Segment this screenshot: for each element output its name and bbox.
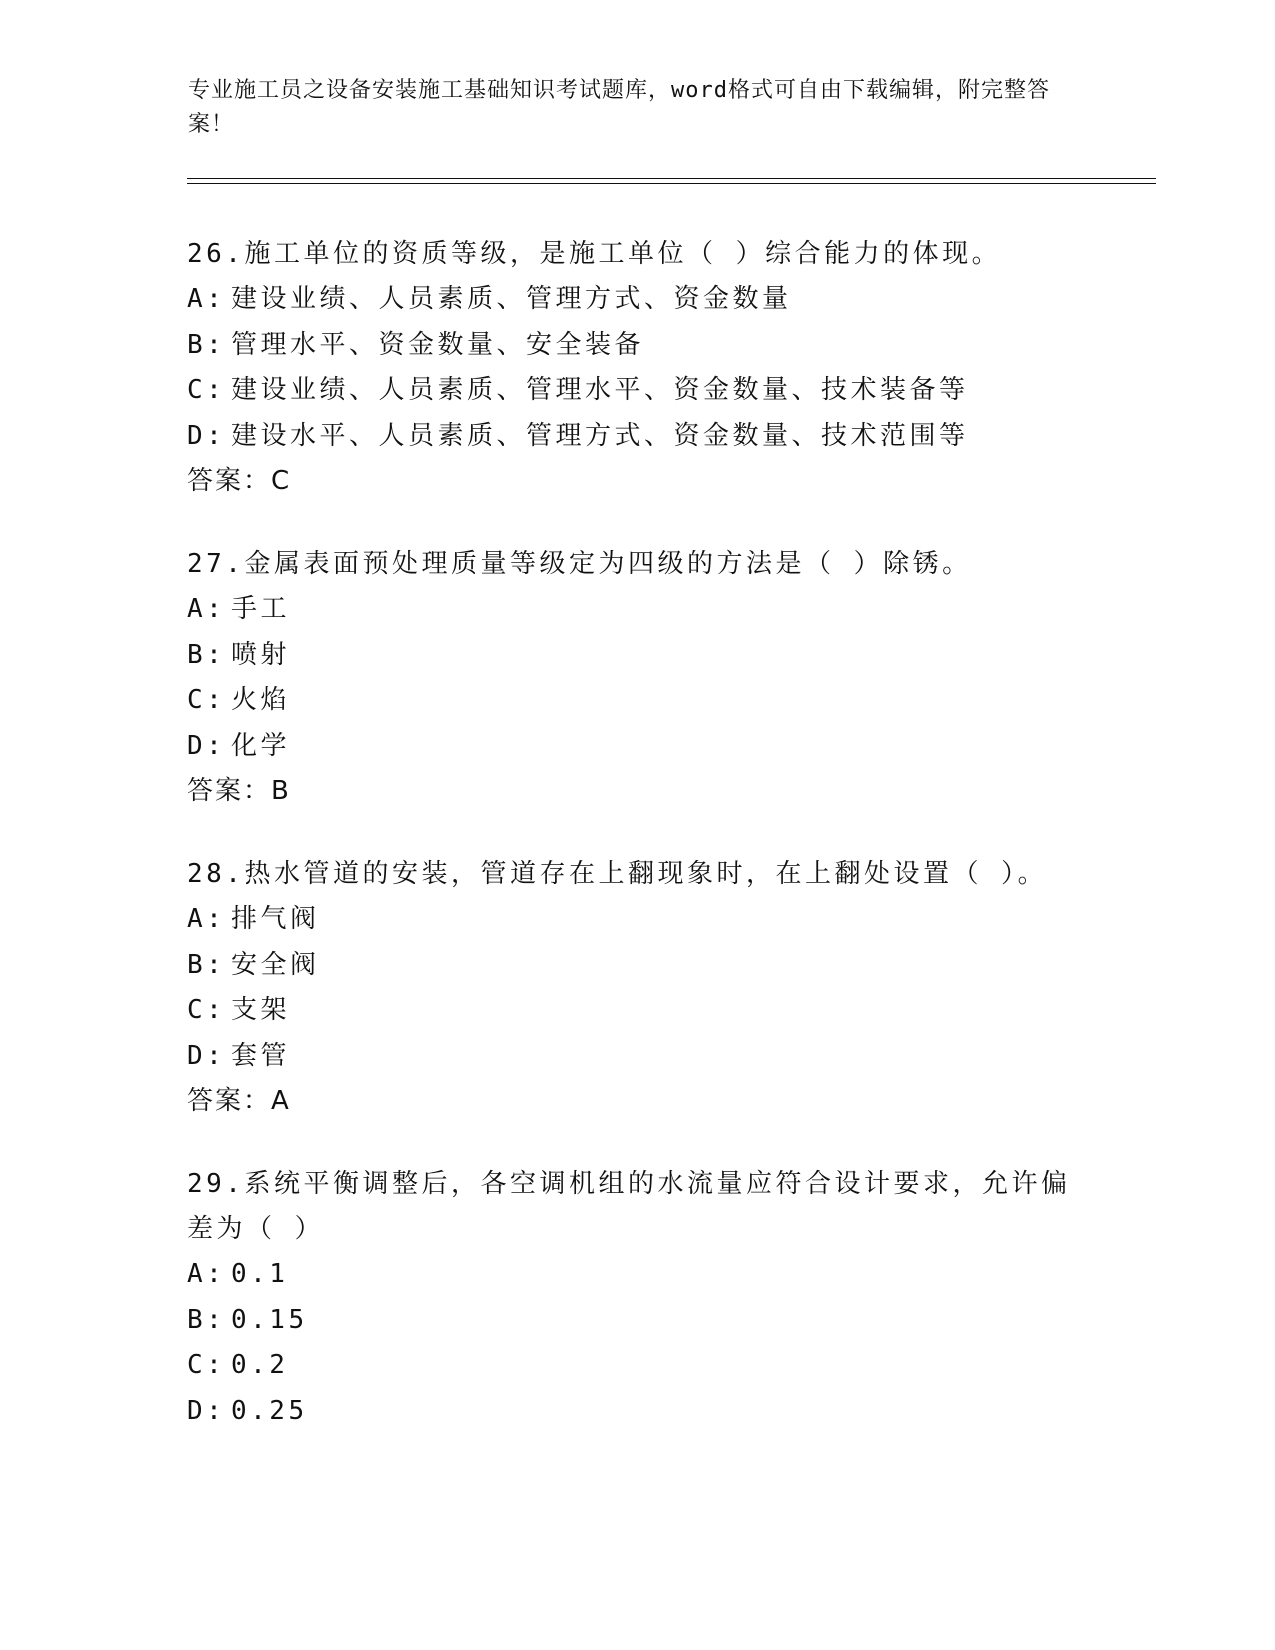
option-b xyxy=(187,633,1087,679)
option-text: 0.15 xyxy=(231,1304,308,1335)
answer-label: 答案： xyxy=(187,1086,272,1116)
option-text: 建设水平、人员素质、管理方式、资金数量、技术范围等 xyxy=(231,420,969,451)
answer-line xyxy=(187,769,1087,814)
answer-line xyxy=(187,1079,1087,1124)
option-text: 管理水平、资金数量、安全装备 xyxy=(231,329,645,360)
option-text: 化学 xyxy=(231,730,291,761)
option-letter: A: xyxy=(187,1259,226,1289)
option-a xyxy=(187,277,1087,323)
option-text: 排气阀 xyxy=(231,904,320,934)
option-b xyxy=(187,943,1087,989)
option-c xyxy=(187,988,1087,1034)
option-c xyxy=(187,368,1087,414)
question-text: 28.热水管道的安装，管道存在上翻现象时，在上翻处设置（ ）。 xyxy=(187,859,1048,889)
option-letter: D: xyxy=(187,1395,226,1426)
option-text: 套管 xyxy=(231,1040,291,1071)
option-letter: C: xyxy=(187,685,226,715)
option-text: 手工 xyxy=(231,594,291,624)
document-header: 专业施工员之设备安装施工基础知识考试题库，word格式可自由下载编辑，附完整答案！ xyxy=(188,78,1050,137)
answer-label: 答案： xyxy=(187,466,272,496)
option-c xyxy=(187,678,1087,724)
option-letter: C: xyxy=(187,1350,226,1380)
answer-value: C xyxy=(271,466,291,496)
option-text: 0.25 xyxy=(231,1395,308,1426)
answer-line xyxy=(187,459,1087,504)
option-text: 安全阀 xyxy=(231,949,320,980)
option-text: 喷射 xyxy=(231,639,291,670)
option-text: 建设业绩、人员素质、管理水平、资金数量、技术装备等 xyxy=(231,375,969,405)
option-b xyxy=(187,323,1087,369)
option-letter: D: xyxy=(187,730,226,761)
option-c xyxy=(187,1343,1087,1389)
option-letter: B: xyxy=(187,1304,226,1335)
option-d xyxy=(187,724,1087,770)
option-letter: A: xyxy=(187,284,226,314)
answer-value: A xyxy=(271,1086,290,1116)
option-letter: D: xyxy=(187,420,226,451)
question-text: 29.系统平衡调整后，各空调机组的水流量应符合设计要求，允许偏差为（ ） xyxy=(187,1169,1071,1244)
question-text: 26.施工单位的资质等级，是施工单位（ ）综合能力的体现。 xyxy=(187,239,1002,269)
option-a xyxy=(187,587,1087,633)
question-28 xyxy=(187,852,1087,1124)
option-letter: C: xyxy=(187,375,226,405)
question-27 xyxy=(187,542,1087,814)
question-26 xyxy=(187,232,1087,504)
option-text: 支架 xyxy=(231,995,291,1025)
option-d xyxy=(187,1389,1087,1435)
option-letter: A: xyxy=(187,904,226,934)
option-text: 0.1 xyxy=(231,1259,289,1289)
option-letter: B: xyxy=(187,329,226,360)
option-a xyxy=(187,897,1087,943)
option-text: 火焰 xyxy=(231,685,291,715)
header-divider-bottom xyxy=(187,183,1156,184)
option-b xyxy=(187,1298,1087,1344)
option-letter: D: xyxy=(187,1040,226,1071)
header-divider-top xyxy=(187,178,1156,179)
answer-value: B xyxy=(271,776,290,806)
question-29 xyxy=(187,1162,1087,1434)
option-d xyxy=(187,414,1087,460)
question-text: 27.金属表面预处理质量等级定为四级的方法是（ ）除锈。 xyxy=(187,549,972,579)
option-text: 建设业绩、人员素质、管理方式、资金数量 xyxy=(231,284,792,314)
option-letter: C: xyxy=(187,995,226,1025)
option-letter: B: xyxy=(187,639,226,670)
option-a xyxy=(187,1252,1087,1298)
question-list xyxy=(187,232,1087,1472)
option-letter: A: xyxy=(187,594,226,624)
option-d xyxy=(187,1034,1087,1080)
option-letter: B: xyxy=(187,949,226,980)
option-text: 0.2 xyxy=(231,1350,289,1380)
answer-label: 答案： xyxy=(187,776,272,806)
